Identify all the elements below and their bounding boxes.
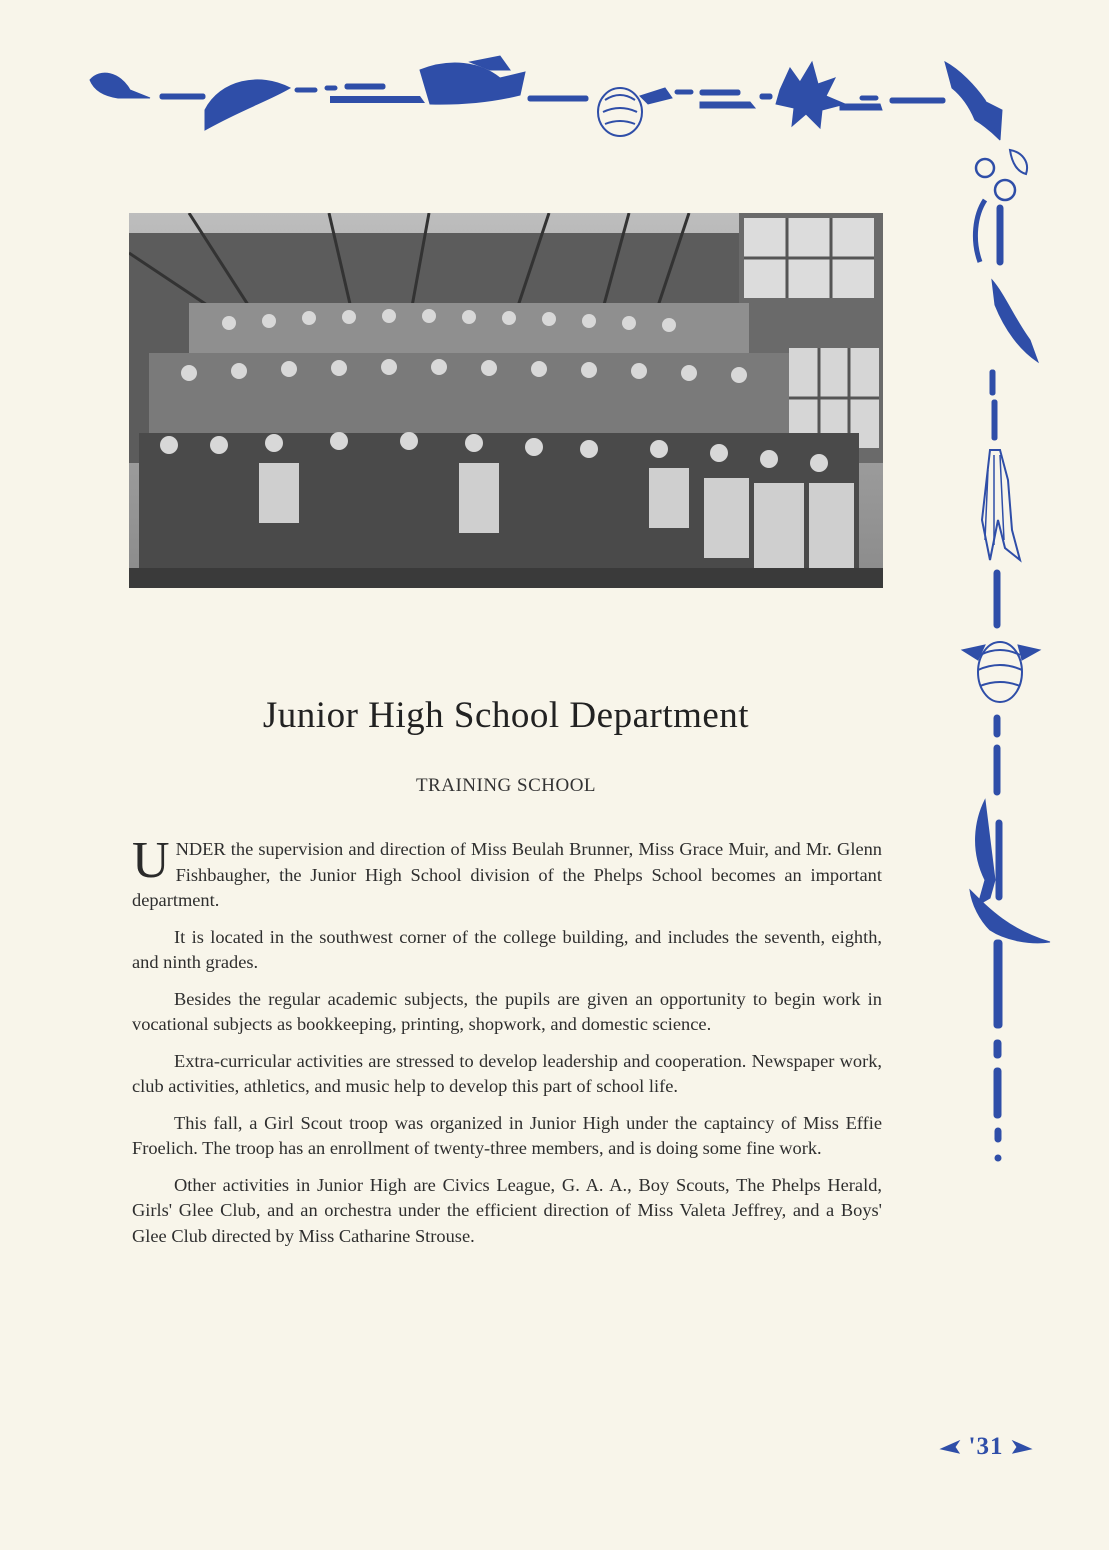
paragraph: Besides the regular academic subjects, the pupils are given an opportunity to begin work in vocational subjects as bookkeeping, printing, shopwork, and domestic science. bbox=[132, 988, 882, 1034]
paragraph: UNDER the supervision and direction of Miss Beulah Brunner, Miss Grace Muir, and Mr. Glenn Fishbaugher, the Junior High School division of the Phelps School becomes an important department. bbox=[132, 832, 882, 910]
group-photograph bbox=[129, 213, 883, 588]
leaf-ornament-icon bbox=[939, 1439, 961, 1455]
drop-cap: U bbox=[132, 832, 170, 889]
section-subtitle: TRAINING SCHOOL bbox=[415, 775, 597, 796]
leaf-ornament-icon bbox=[1011, 1439, 1033, 1455]
paragraph: This fall, a Girl Scout troop was organized in Junior High under the captaincy of Miss Effie Froelich. The troop has an enrollment of twenty-three members, and is doing some fine work. bbox=[132, 1112, 882, 1158]
page-title: Junior High School Department bbox=[262, 695, 750, 736]
paragraph: It is located in the southwest corner of the college building, and includes the seventh, eighth, and ninth grades. bbox=[132, 926, 882, 972]
article-body bbox=[132, 832, 882, 1260]
paragraph: Extra-curricular activities are stressed to develop leadership and cooperation. Newspaper work, club activities, athletics, and music help to develop this part of school life. bbox=[132, 1050, 882, 1096]
folio-number: '31 bbox=[968, 1433, 1004, 1460]
page-folio bbox=[930, 1432, 1042, 1462]
paragraph: Other activities in Junior High are Civics League, G. A. A., Boy Scouts, The Phelps Herald, Girls' Glee Club, and an orchestra under the efficient direction of Miss Valeta Jeffrey, and a Boys' Glee Club directed by Miss Catharine Strouse. bbox=[132, 1174, 882, 1246]
